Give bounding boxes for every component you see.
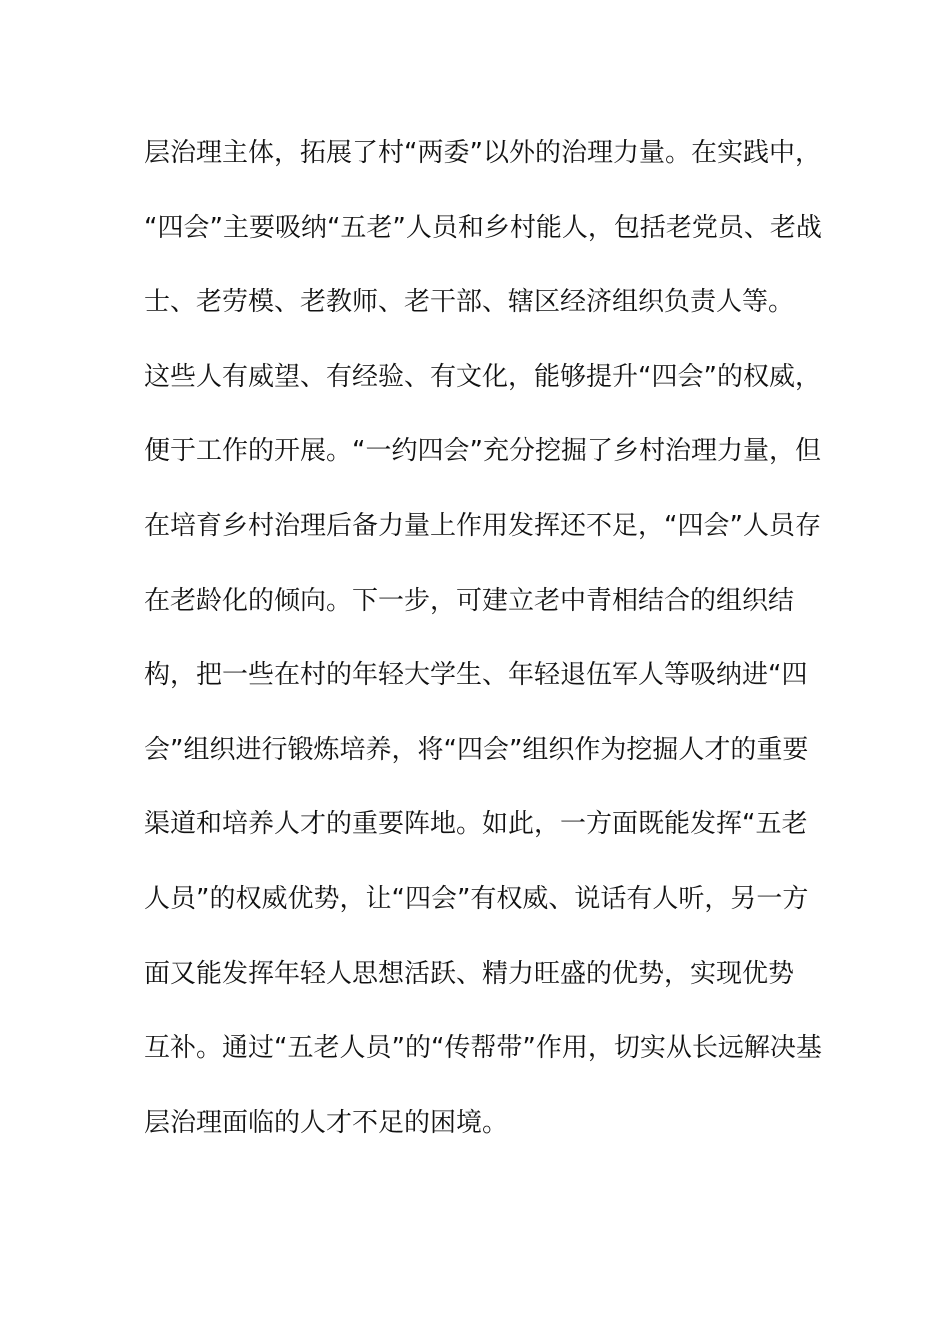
text-line-10: 渠道和培养人才的重要阵地。如此，一方面既能发挥“五老 bbox=[144, 809, 808, 840]
text-line-14: 层治理面临的人才不足的困境。 bbox=[144, 1107, 509, 1138]
text-line-11: 人员”的权威优势，让“四会”有权威、说话有人听，另一方 bbox=[144, 883, 809, 914]
body-paragraph bbox=[144, 116, 824, 1160]
text-line-6: 在培育乡村治理后备力量上作用发挥还不足，“四会”人员存 bbox=[144, 510, 821, 541]
text-line-13: 互补。通过“五老人员”的“传帮带”作用，切实从长远解决基 bbox=[144, 1033, 822, 1064]
text-line-3: 士、老劳模、老教师、老干部、辖区经济组织负责人等。 bbox=[144, 287, 795, 318]
text-line-12: 面又能发挥年轻人思想活跃、精力旺盛的优势，实现优势 bbox=[144, 958, 795, 989]
text-line-4: 这些人有威望、有经验、有文化，能够提升“四会”的权威， bbox=[144, 361, 821, 392]
text-line-2: “四会”主要吸纳“五老”人员和乡村能人，包括老党员、老战 bbox=[144, 212, 822, 243]
text-line-9: 会”组织进行锻炼培养，将“四会”组织作为挖掘人才的重要 bbox=[144, 734, 809, 765]
text-line-8: 构，把一些在村的年轻大学生、年轻退伍军人等吸纳进“四 bbox=[144, 660, 808, 691]
text-line-5: 便于工作的开展。“一约四会”充分挖掘了乡村治理力量，但 bbox=[144, 436, 821, 467]
text-line-1: 层治理主体，拓展了村“两委”以外的治理力量。在实践中， bbox=[144, 138, 821, 168]
text-line-7: 在老龄化的倾向。下一步，可建立老中青相结合的组织结 bbox=[144, 585, 795, 616]
